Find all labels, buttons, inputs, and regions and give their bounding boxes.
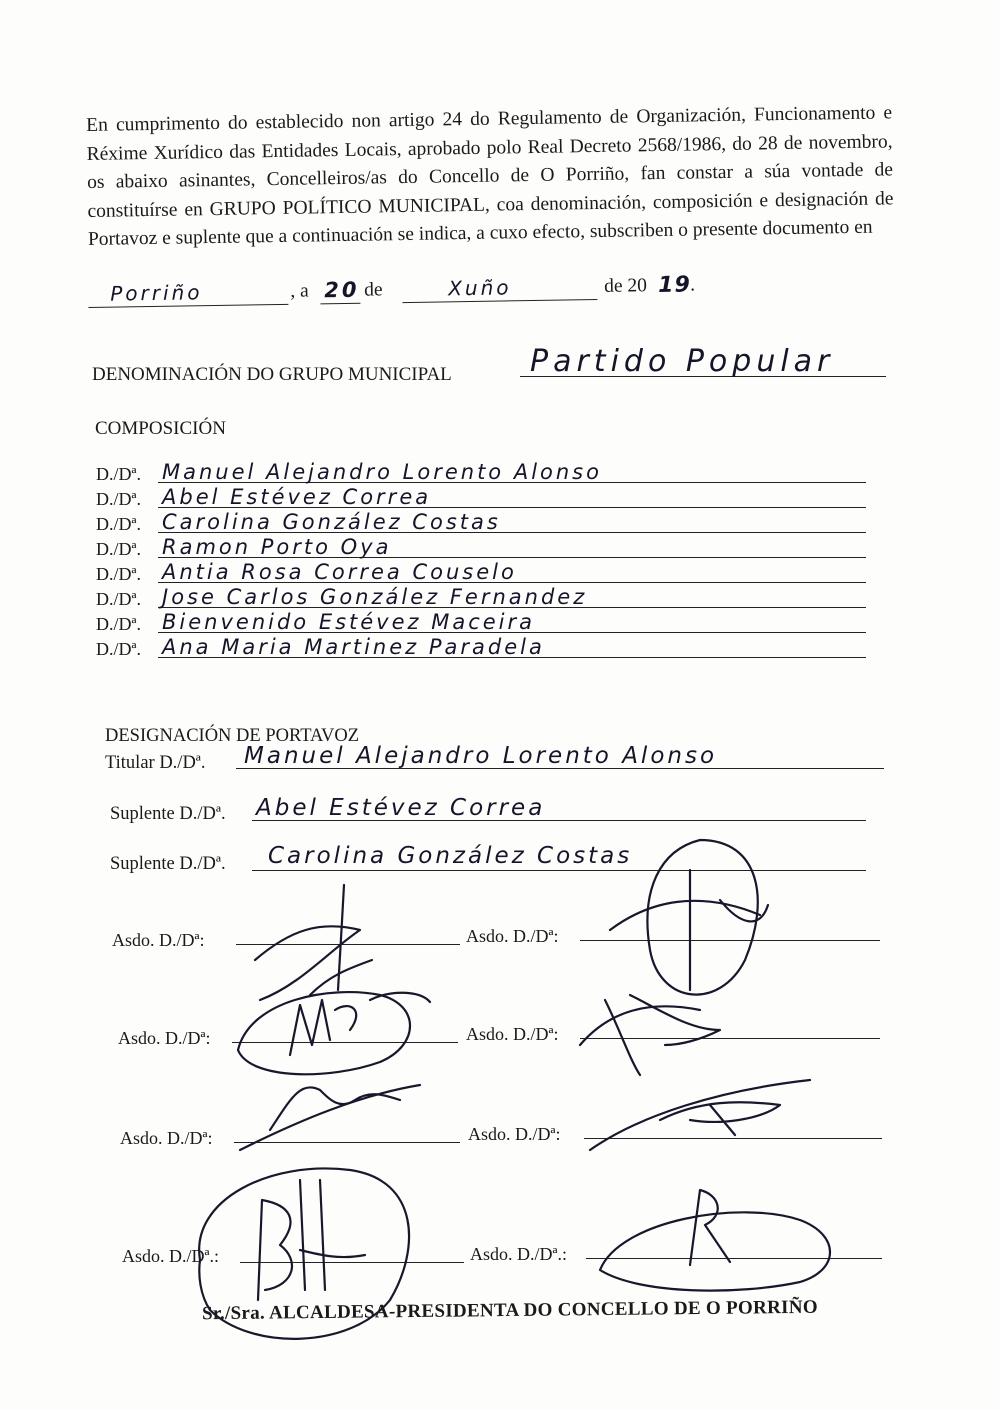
denomination-label: DENOMINACIÓN DO GRUPO MUNICIPAL xyxy=(92,364,452,385)
suplente-2-handwritten: Carolina González Costas xyxy=(268,843,633,869)
titular-label: Titular D./Dª. xyxy=(105,753,206,773)
signature-label: Asdo. D./Dª: xyxy=(118,1028,211,1048)
suplente-1-handwritten: Abel Estévez Correa xyxy=(256,795,546,821)
signature-scribble xyxy=(240,1085,420,1150)
date-sep-de: de xyxy=(364,279,383,301)
intro-text: En cumprimento do establecido non artigo 24 do Regulamento de Organización, Funcionamento e Réxime Xurídico das Entidades Locais, aprobado polo Real Decreto 2568/1986, do 28 de novembro, os abaixo asinantes, Concelleiros/as do Concello de O Porriño, fan constar a súa vontade de constituírse en GRUPO POLÍTICO MUNICIPAL, coa denominación, composición e designación de Portavoz e suplente que a continuación se indica, a cuxo efecto, subscriben o presente documento en xyxy=(86,102,894,250)
member-name: Bienvenido Estévez Maceira xyxy=(162,610,536,634)
spokesperson-heading: DESIGNACIÓN DE PORTAVOZ xyxy=(105,726,360,746)
member-name: Abel Estévez Correa xyxy=(162,485,432,509)
signature-label: Asdo. D./Dª: xyxy=(468,1124,561,1144)
date-end: . xyxy=(690,274,696,296)
member-prefix: D./Dª. xyxy=(96,489,141,509)
member-prefix: D./Dª. xyxy=(96,614,141,634)
signature-label: Asdo. D./Dª: xyxy=(112,930,205,950)
signature-scribble xyxy=(590,1080,810,1150)
signature-scribble xyxy=(610,870,768,990)
signature-label: Asdo. D./Dª.: xyxy=(470,1244,567,1264)
member-name: Ramon Porto Oya xyxy=(162,535,392,559)
date-sep-a: , a xyxy=(290,280,309,302)
suplente-label: Suplente D./Dª. xyxy=(110,854,226,874)
member-prefix: D./Dª. xyxy=(96,564,141,584)
member-prefix: D./Dª. xyxy=(96,514,141,534)
member-name: Manuel Alejandro Lorento Alonso xyxy=(162,460,602,484)
member-prefix: D./Dª. xyxy=(96,539,141,559)
signature-label: Asdo. D./Dª: xyxy=(120,1128,213,1148)
signature-scribble xyxy=(690,1190,730,1265)
composition-heading: COMPOSICIÓN xyxy=(95,418,226,439)
member-prefix: D./Dª. xyxy=(96,589,141,609)
day-handwritten: 20 xyxy=(324,277,360,303)
member-name: Jose Carlos González Fernandez xyxy=(162,585,588,609)
month-handwritten: Xuño xyxy=(448,275,512,301)
suplente-label: Suplente D./Dª. xyxy=(110,804,226,824)
denomination-handwritten: Partido Popular xyxy=(530,344,835,379)
year-handwritten: 19 xyxy=(657,272,692,299)
member-name: Ana Maria Martinez Paradela xyxy=(162,635,545,659)
place-handwritten: Porriño xyxy=(110,280,203,306)
member-prefix: D./Dª. xyxy=(96,464,141,484)
member-name: Carolina González Costas xyxy=(162,510,501,534)
signature-scribble xyxy=(647,840,757,995)
year-prefix: de 20 xyxy=(604,275,648,297)
titular-handwritten: Manuel Alejandro Lorento Alonso xyxy=(244,743,718,769)
closing-addressee: Sr./Sra. ALCALDESA-PRESIDENTA DO CONCELLO DE O PORRIÑO xyxy=(201,1296,819,1325)
member-prefix: D./Dª. xyxy=(96,639,141,659)
signature-label: Asdo. D./Dª: xyxy=(466,926,559,946)
signature-scribble xyxy=(580,995,720,1075)
signature-scribble xyxy=(255,885,372,1000)
signature-scribble xyxy=(600,1212,830,1290)
signature-label: Asdo. D./Dª: xyxy=(466,1024,559,1044)
signature-label: Asdo. D./Dª.: xyxy=(122,1246,219,1266)
member-name: Antia Rosa Correa Couselo xyxy=(162,560,517,584)
signature-scribble xyxy=(258,1180,365,1300)
